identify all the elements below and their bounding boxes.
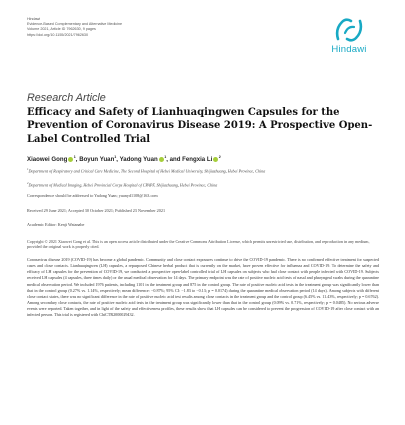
correspondence: Correspondence should be addressed to Yadong Yuan; yuanyd1108@163.com — [27, 193, 158, 198]
orcid-icon[interactable] — [213, 157, 218, 162]
copyright-notice: Copyright © 2021 Xiaowei Gong et al. This is an open access article distributed under the Creative Commons Attribution License, which permits unrestricted use, distribution, and reproduction in any medium, provided the original work is properly cited. — [27, 239, 370, 250]
doi-link[interactable]: https://doi.org/10.1155/2021/7962630 — [27, 32, 89, 37]
affiliation-text: Department of Medical Imaging, Hebei Provincial Corps Hospital of CPAPF, Shijiazhuang, Hebei Province, China — [28, 182, 218, 188]
journal-name: Evidence-Based Complementary and Alternative Medicine — [27, 22, 123, 27]
author-affil-sup: 1 — [114, 155, 117, 159]
paper-title: Efficacy and Safety of Lianhuaqingwen Capsules for the Prevention of Coronavirus Disease 2019: A Prospective Open-Label Controlled Trial — [27, 107, 373, 145]
hindawi-logo-text: Hindawi — [331, 44, 367, 55]
hindawi-logo — [317, 17, 381, 59]
affiliation-text: Department of Respiratory and Critical Care Medicine, The Second Hospital of Hebei Medical University, Shijiazhuang, Hebei Province, China — [28, 168, 266, 174]
volume-line: Volume 2021, Article ID 7962630, 9 pages — [27, 27, 96, 32]
author-list: Xiaowei Gong $^1$, Boyun Yuan$^1$, Yadong Yuan $^1$, and Fengxia Li $^2$ — [27, 155, 221, 164]
affiliation-sup: 2 — [27, 181, 29, 185]
author-affil-sup: 1 — [164, 155, 167, 159]
abstract: Coronavirus disease 2019 (COVID-19) has become a global pandemic. Community and close contact exposures continue to drive the COVID-19 pandemic. There is no confirmed effective treatment for suspected cases and close contacts. Lianhuaqingwen (LH) capsules, a repurposed Chinese herbal product that is currently on the market, have proven effective for influenza and COVID-19. To determine the safety and efficacy of LH capsules for the prevention of COVID-19, we conducted a prospective open-label controlled trial of LH capsules on subjects who had close contact with people infected with COVID-19. Subjects received LH capsules (4 capsules, three times daily) or the usual medical observation for 14 days. The primary endpoint was the rate of positive nucleic acid tests of nasal and pharyngeal swabs during the quarantine medical observation period. We included 1976 patients, including 1101 in the treatment group and 875 in the control group. The rate of positive nucleic acid tests in the treatment group was significantly lower than that in the control group (0.27% vs. 1.14%, respectively; mean difference: −0.87%; 95% CI: −1.83 to −0.13; p = 0.0174) during the quarantine medical observation period (14 days). Among subjects with different close contact states, there was no significant difference in the rate of positive nucleic acid test results among close contacts in the treatment group and the control group (6.45% vs. 11.43%, respectively; p = 0.6762). Among secondary close contacts, the rate of positive nucleic acid tests in the treatment group was significantly lower than that in the control group (0.09% vs. 0.71%, respectively; p = 0.0485). No serious adverse events were reported. Taken together, and in light of the safety and effectiveness profiles, these results show that LH capsules can be considered to prevent the progression of COVID-19 after close contact with an infected person. This trial is registered with ChiCTR2000029432. — [27, 257, 379, 318]
publication-dates: Received 29 June 2021; Accepted 30 October 2021; Published 23 November 2021 — [27, 208, 166, 213]
author-affil-sup: 2 — [218, 155, 221, 159]
journal-meta — [27, 17, 257, 38]
orcid-icon[interactable] — [159, 155, 167, 162]
orcid-icon[interactable] — [68, 157, 73, 162]
hindawi-logo-icon — [334, 17, 364, 43]
publisher-name: Hindawi — [27, 17, 41, 21]
author-name[interactable]: Boyun Yuan — [79, 156, 115, 164]
article-type: Research Article — [27, 92, 106, 104]
academic-editor: Academic Editor: Kenji Watanabe — [27, 222, 85, 227]
affiliation — [27, 181, 382, 188]
affiliation — [27, 167, 382, 174]
author-affil-sup: 1 — [73, 155, 76, 159]
author-name[interactable]: Yadong Yuan — [119, 156, 158, 164]
affiliation-sup: 1 — [27, 167, 29, 171]
author-name[interactable]: Xiaowei Gong — [27, 156, 68, 164]
author-name[interactable]: and Fengxia Li — [169, 156, 213, 164]
